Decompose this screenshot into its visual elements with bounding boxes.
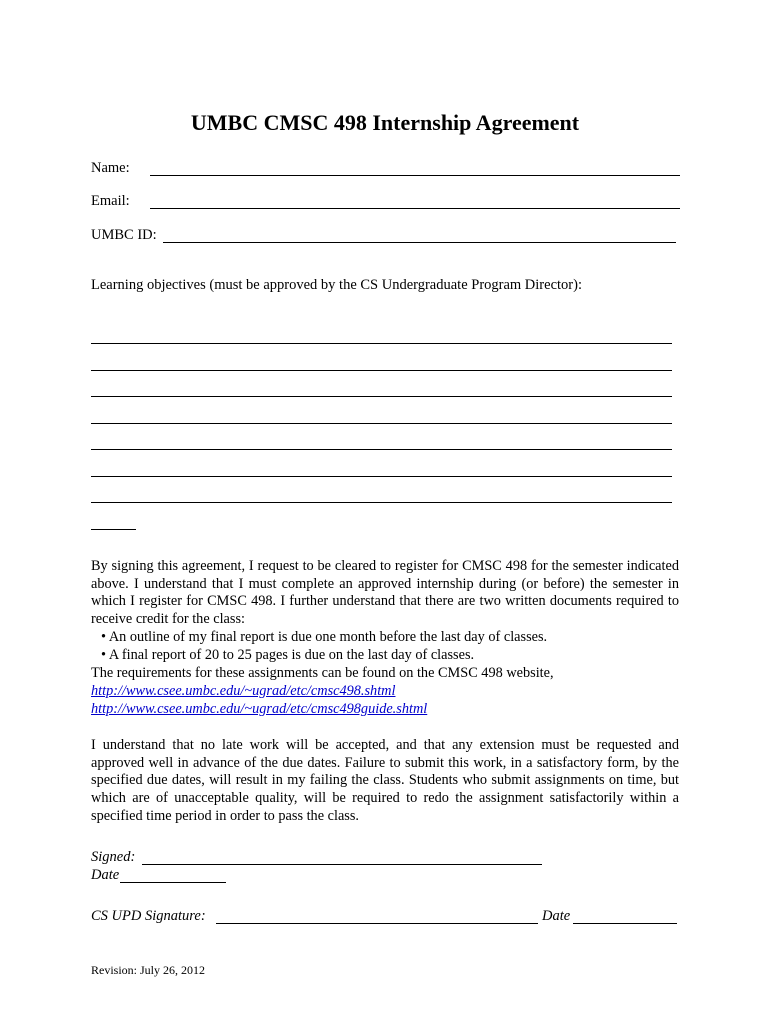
cmsc498-guide-link[interactable]: http://www.csee.umbc.edu/~ugrad/etc/cmsc498guide.shtml	[91, 701, 428, 717]
email-field[interactable]	[150, 208, 680, 209]
date-label: Date	[91, 867, 120, 883]
objective-line-4[interactable]	[91, 423, 672, 424]
late-work-paragraph: I understand that no late work will be accepted, and that any extension must be requested and approved well in advance of the due dates. Failure to submit this work, in a satisfactory form, by the specified due dates, will result in my failing the class. Students who submit assignments on time, but which are of unacceptable quality, will be required to redo the assignment satisfactorily within a specified time period in order to pass the class.	[91, 737, 679, 824]
signed-label: Signed:	[91, 849, 136, 865]
bullet-text: A final report of 20 to 25 pages is due on the last day of classes.	[108, 647, 475, 663]
umbc-id-label: UMBC ID:	[91, 227, 157, 243]
revision-text: Revision: July 26, 2012	[91, 963, 206, 977]
objective-line-2[interactable]	[91, 370, 672, 371]
learning-objectives-label: Learning objectives (must be approved by the CS Undergraduate Program Director):	[91, 277, 582, 293]
objective-line-8[interactable]	[91, 529, 136, 530]
page-title: UMBC CMSC 498 Internship Agreement	[190, 110, 580, 135]
objective-line-5[interactable]	[91, 449, 672, 450]
cmsc498-link[interactable]: http://www.csee.umbc.edu/~ugrad/etc/cmsc498.shtml	[91, 683, 396, 699]
bullet-item-1	[101, 629, 547, 647]
signature-field[interactable]	[142, 864, 542, 865]
requirements-text: The requirements for these assignments can be found on the CMSC 498 website,	[91, 665, 554, 681]
bullet-icon: •	[101, 647, 107, 663]
date-field[interactable]	[120, 882, 226, 883]
objective-line-6[interactable]	[91, 476, 672, 477]
bullet-icon: •	[101, 629, 107, 645]
upd-signature-label: CS UPD Signature:	[91, 908, 206, 924]
objective-line-3[interactable]	[91, 396, 672, 397]
upd-signature-field[interactable]	[216, 923, 538, 924]
name-field[interactable]	[150, 175, 680, 176]
upd-date-label: Date	[542, 908, 571, 924]
objective-line-7[interactable]	[91, 502, 672, 503]
agreement-paragraph: By signing this agreement, I request to be cleared to register for CMSC 498 for the semester indicated above. I understand that I must complete an approved internship during (or before) the semester in which I register for CMSC 498. I further understand that there are two written documents required to receive credit for the class:	[91, 558, 679, 628]
name-label: Name:	[91, 160, 130, 176]
objective-line-1[interactable]	[91, 343, 672, 344]
email-label: Email:	[91, 193, 130, 209]
bullet-text: An outline of my final report is due one month before the last day of classes.	[108, 629, 548, 645]
umbc-id-field[interactable]	[163, 242, 676, 243]
upd-date-field[interactable]	[573, 923, 677, 924]
bullet-item-2	[101, 647, 474, 665]
